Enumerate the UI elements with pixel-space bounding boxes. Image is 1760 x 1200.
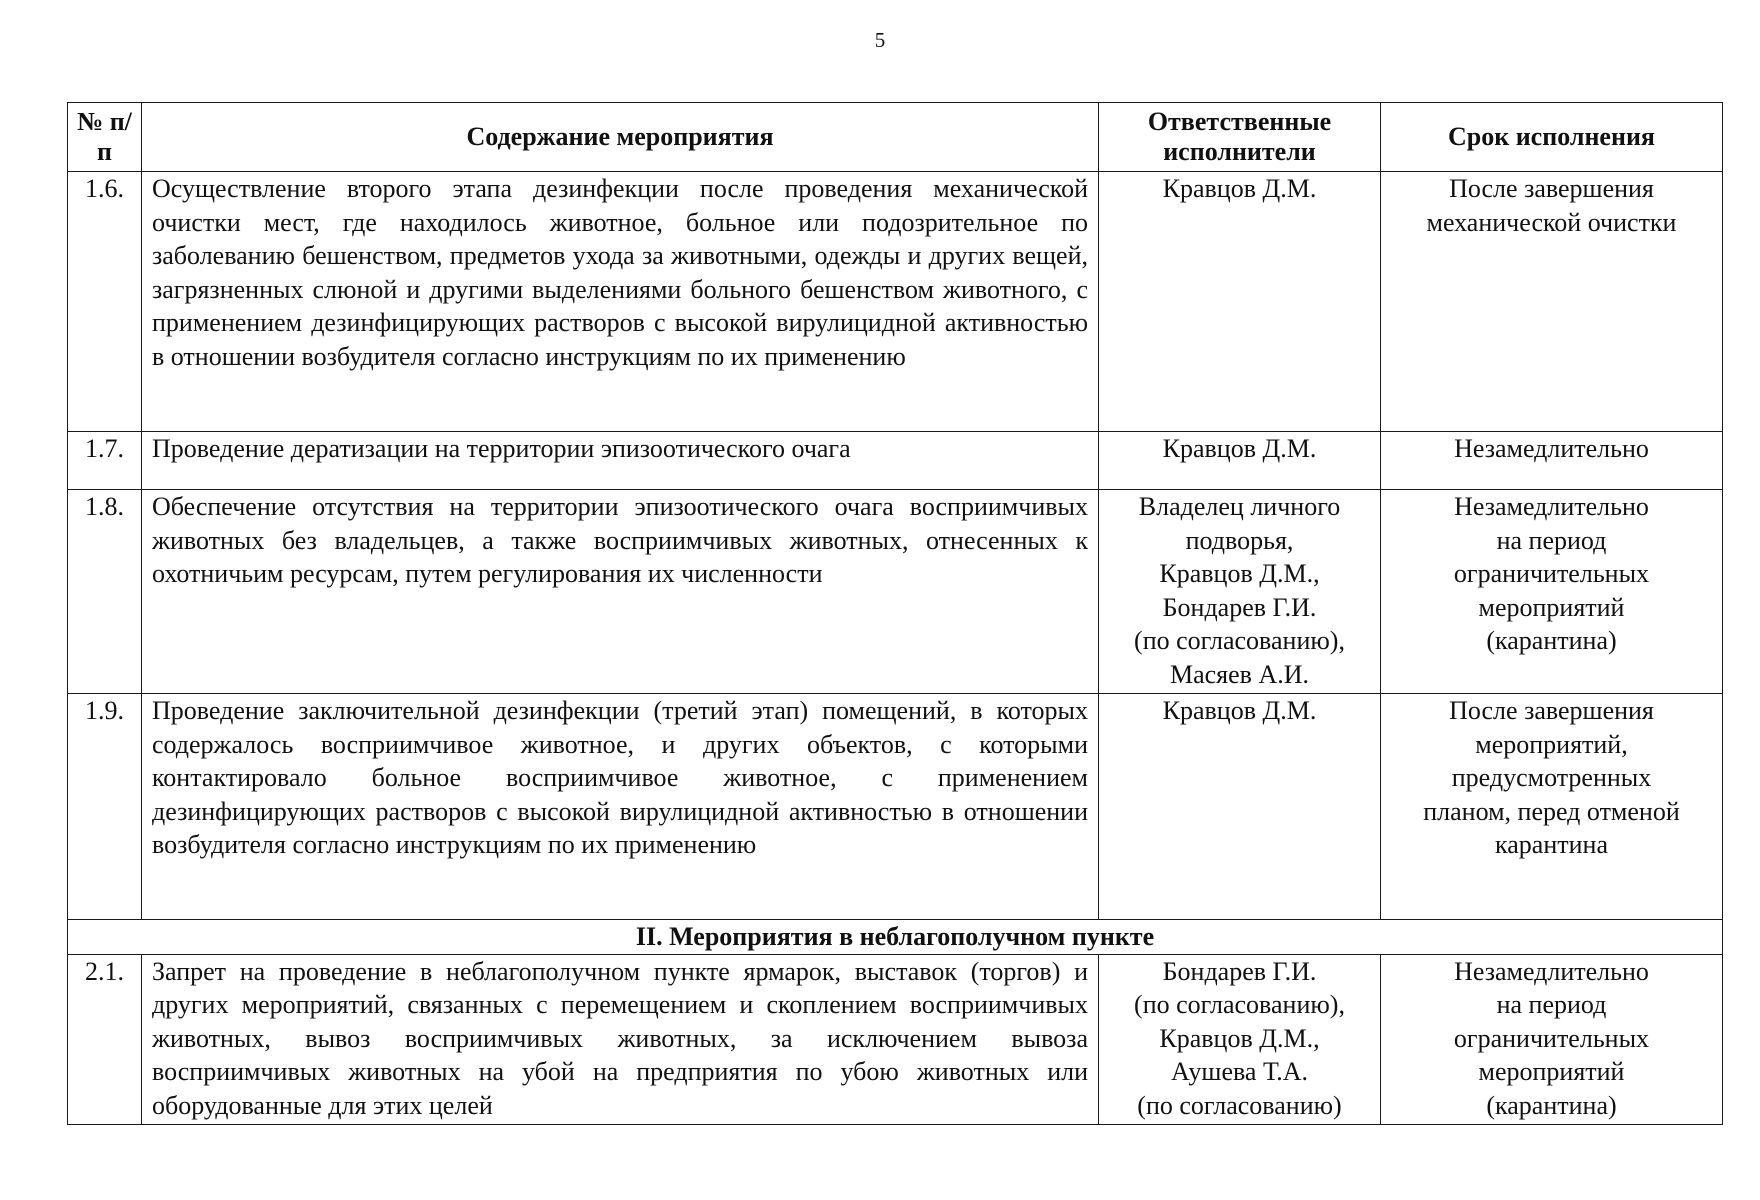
- term-line: на период: [1496, 990, 1607, 1019]
- term-line: планом, перед отменой: [1423, 796, 1680, 826]
- responsible-line: Владелец личного: [1138, 492, 1341, 521]
- responsible-line: Кравцов Д.М.: [1162, 174, 1317, 203]
- responsible-line: подворья,: [1185, 525, 1294, 555]
- term-line: (карантина): [1486, 1090, 1617, 1120]
- term-line: (карантина): [1486, 626, 1617, 655]
- responsible-line: Кравцов Д.М.: [1162, 434, 1317, 463]
- table-row: [68, 172, 1723, 432]
- row-content: Проведение заключительной дезинфекции (третий этап) помещений, в которых содержалось восприимчивое животное, и других объектов, с которыми контактировало больное восприимчивое животное, с применением дезинфицирующих растворов с высокой вирулицидной активностью в отношении возбудителя согласно инструкциям по их применению: [142, 694, 1099, 920]
- term-line: Незамедлительно: [1454, 956, 1649, 986]
- row-content: Проведение дератизации на территории эпизоотического очага: [142, 432, 1099, 490]
- row-responsible: [1099, 490, 1381, 694]
- row-term: [1381, 694, 1723, 920]
- table-header-row: [68, 103, 1723, 172]
- term-line: механической очистки: [1426, 207, 1677, 237]
- term-line: ограничительных: [1453, 559, 1650, 588]
- row-num: 1.7.: [68, 432, 142, 490]
- row-num: 1.9.: [68, 694, 142, 920]
- responsible-line: (по согласованию),: [1134, 626, 1345, 655]
- section-title: II. Мероприятия в неблагополучном пункте: [68, 920, 1723, 955]
- table-row: [68, 954, 1723, 1124]
- term-line: мероприятий: [1478, 592, 1625, 622]
- header-responsible: Ответственные исполнители: [1099, 103, 1381, 172]
- table-row: [68, 432, 1723, 490]
- responsible-line: Масяев А.И.: [1169, 659, 1310, 689]
- measures-table: [67, 102, 1723, 1125]
- term-line: на период: [1496, 525, 1607, 555]
- term-line: карантина: [1495, 830, 1608, 859]
- row-responsible: [1099, 954, 1381, 1124]
- responsible-line: Бондарев Г.И.: [1162, 592, 1317, 622]
- section-row: [68, 920, 1723, 955]
- responsible-line: Кравцов Д.М.: [1162, 696, 1317, 725]
- table-row: [68, 694, 1723, 920]
- term-line: После завершения: [1449, 696, 1654, 725]
- term-line: ограничительных: [1453, 1023, 1650, 1053]
- term-line: мероприятий: [1478, 1057, 1625, 1086]
- header-num: № п/п: [68, 103, 142, 172]
- responsible-line: Кравцов Д.М.,: [1159, 559, 1320, 588]
- responsible-line: Кравцов Д.М.,: [1159, 1023, 1320, 1053]
- responsible-line: (по согласованию),: [1134, 990, 1345, 1019]
- row-num: 2.1.: [68, 954, 142, 1124]
- row-term: [1381, 432, 1723, 490]
- table-row: [68, 490, 1723, 694]
- row-content: Обеспечение отсутствия на территории эпизоотического очага восприимчивых животных без владельцев, а также восприимчивых животных, отнесенных к охотничьим ресурсам, путем регулирования их численности: [142, 490, 1099, 694]
- row-content: Осуществление второго этапа дезинфекции после проведения механической очистки мест, где находилось животное, больное или подозрительное по заболеванию бешенством, предметов ухода за животными, одежды и других вещей, загрязненных слюной и другими выделениями больного бешенством животного, с применением дезинфицирующих растворов с высокой вирулицидной активностью в отношении возбудителя согласно инструкциям по их применению: [142, 172, 1099, 432]
- term-line: мероприятий,: [1475, 729, 1628, 759]
- responsible-line: Аушева Т.А.: [1170, 1057, 1309, 1086]
- row-term: [1381, 954, 1723, 1124]
- term-line: Незамедлительно: [1454, 434, 1649, 463]
- row-responsible: [1099, 172, 1381, 432]
- term-line: После завершения: [1449, 174, 1654, 203]
- header-content: Содержание мероприятия: [142, 103, 1099, 172]
- page-number: 5: [874, 28, 886, 52]
- row-num: 1.8.: [68, 490, 142, 694]
- responsible-line: Бондарев Г.И.: [1162, 956, 1317, 986]
- term-line: Незамедлительно: [1454, 492, 1649, 521]
- row-responsible: [1099, 694, 1381, 920]
- row-term: [1381, 490, 1723, 694]
- term-line: предусмотренных: [1451, 763, 1652, 792]
- row-content: Запрет на проведение в неблагополучном пункте ярмарок, выставок (торгов) и других мероприятий, связанных с перемещением и скоплением восприимчивых животных, вывоз восприимчивых животных, за исключением вывоза восприимчивых животных на убой на предприятия по убою животных или оборудованные для этих целей: [142, 954, 1099, 1124]
- row-num: 1.6.: [68, 172, 142, 432]
- header-term: Срок исполнения: [1381, 103, 1723, 172]
- row-responsible: [1099, 432, 1381, 490]
- row-term: [1381, 172, 1723, 432]
- responsible-line: (по согласованию): [1137, 1090, 1342, 1120]
